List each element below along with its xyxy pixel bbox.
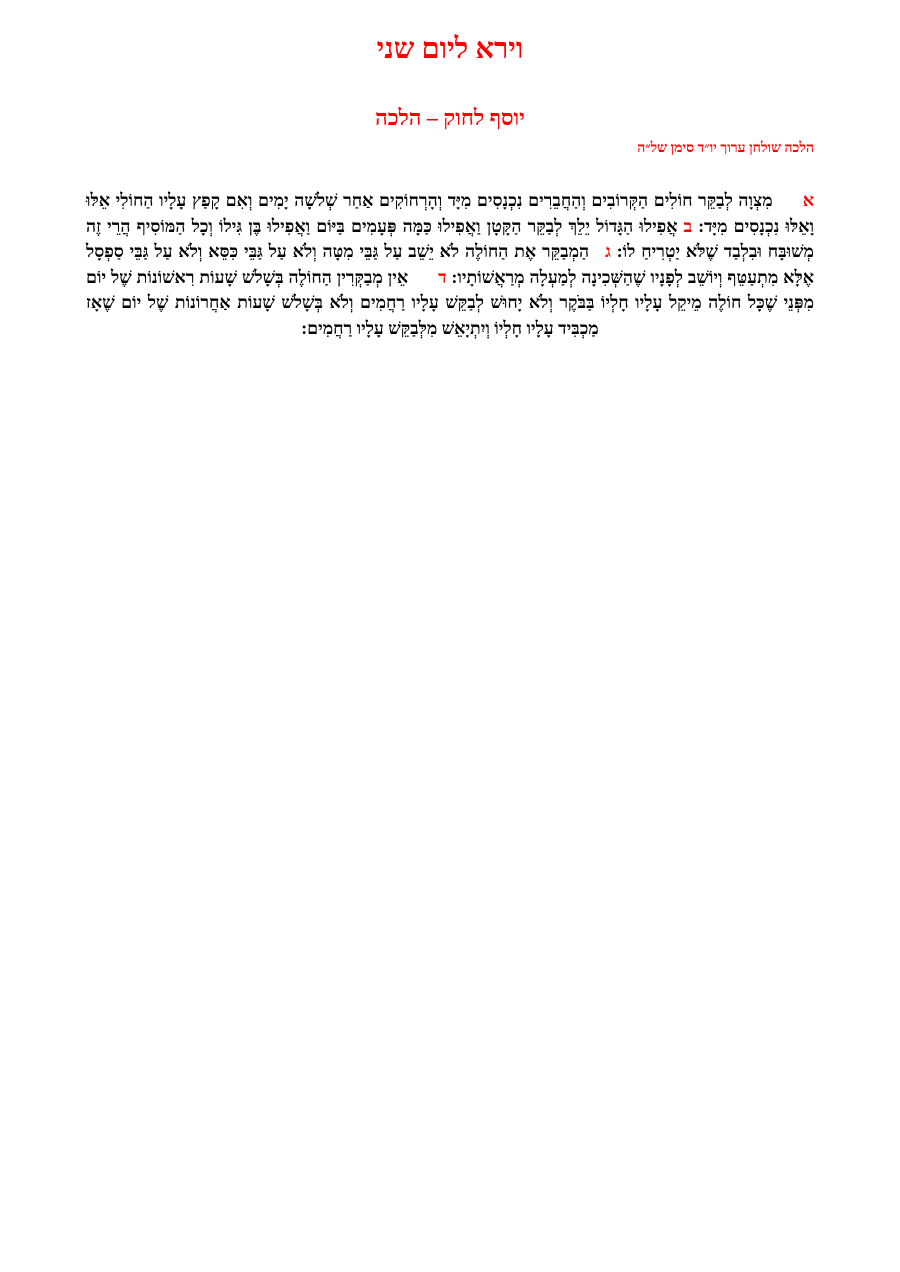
- section-text: אֵין מְבַקְּרִין הַחוֹלֶה בְּשָׁלֹשׁ שָׁעוֹת רִאשׁוֹנוֹת שֶׁל יוֹם מִפְּנֵי שֶׁכָּל חוֹלֶה מֵיקֵל עָלָיו חָלְיוֹ בַּבֹּקֶר וְלֹא יָחוּשׁ לְבַקֵּשׁ עָלָיו רַחֲמִים וְלֹא בְּשָׁלֹשׁ שָׁעוֹת אַחֲרוֹנוֹת שֶׁל יוֹם שֶׁאָז מַכְבִּיד עָלָיו חָלְיוֹ וְיִתְיָאֵשׁ מִלְּבַקֵּשׁ עָלָיו רַחֲמִים:: [86, 266, 814, 338]
- halacha-text: [86, 188, 814, 342]
- section-text: הַמְבַקֵּר אֶת הַחוֹלֶה לֹא יֵשֵׁב עַל גַּבֵּי מִטָּה וְלֹא עַל גַּבֵּי כִּסֵּא וְלֹא עַל גַּבֵּי סַפְסָל אֶלָּא מִתְעַטֵּף וְיוֹשֵׁב לְפָנָיו שֶׁהַשְּׁכִינָה לְמַעְלָה מְרַאֲשׁוֹתָיו:: [86, 241, 814, 287]
- source-reference: הלכה שולחן ערוך יו״ד סימן של״ה: [637, 141, 814, 156]
- section-marker: ד: [438, 266, 447, 287]
- section-text: מִצְוָה לְבַקֵּר חוֹלִים הַקְּרוֹבִים וְהַחֲבֵרִים נִכְנָסִים מִיָּד וְהָרְחוֹקִים אַחַר שְׁלֹשָׁה יָמִים וְאִם קָפַץ עָלָיו הַחוֹלִי אֵלּוּ וָאֵלּוּ נִכְנָסִים מִיָּד:: [86, 190, 814, 236]
- section-text: אֲפִילוּ הַגָּדוֹל יֵלֵךְ לְבַקֵּר הַקָּטָן וַאֲפִילוּ כַּמָּה פְּעָמִים בַּיּוֹם וַאֲפִילוּ בֶּן גִּילוֹ וְכָל הַמּוֹסִיף הֲרֵי זֶה מְשׁוּבָּח וּבִלְבַד שֶׁלֹּא יַטְרִיחַ לוֹ:: [86, 215, 814, 262]
- section-marker: א: [802, 190, 814, 210]
- page-subtitle: יוסף לחוק – הלכה: [375, 105, 525, 130]
- page-title: וירא ליום שני: [376, 33, 524, 65]
- section-marker: ג: [605, 241, 611, 262]
- section-marker: ב: [683, 215, 693, 236]
